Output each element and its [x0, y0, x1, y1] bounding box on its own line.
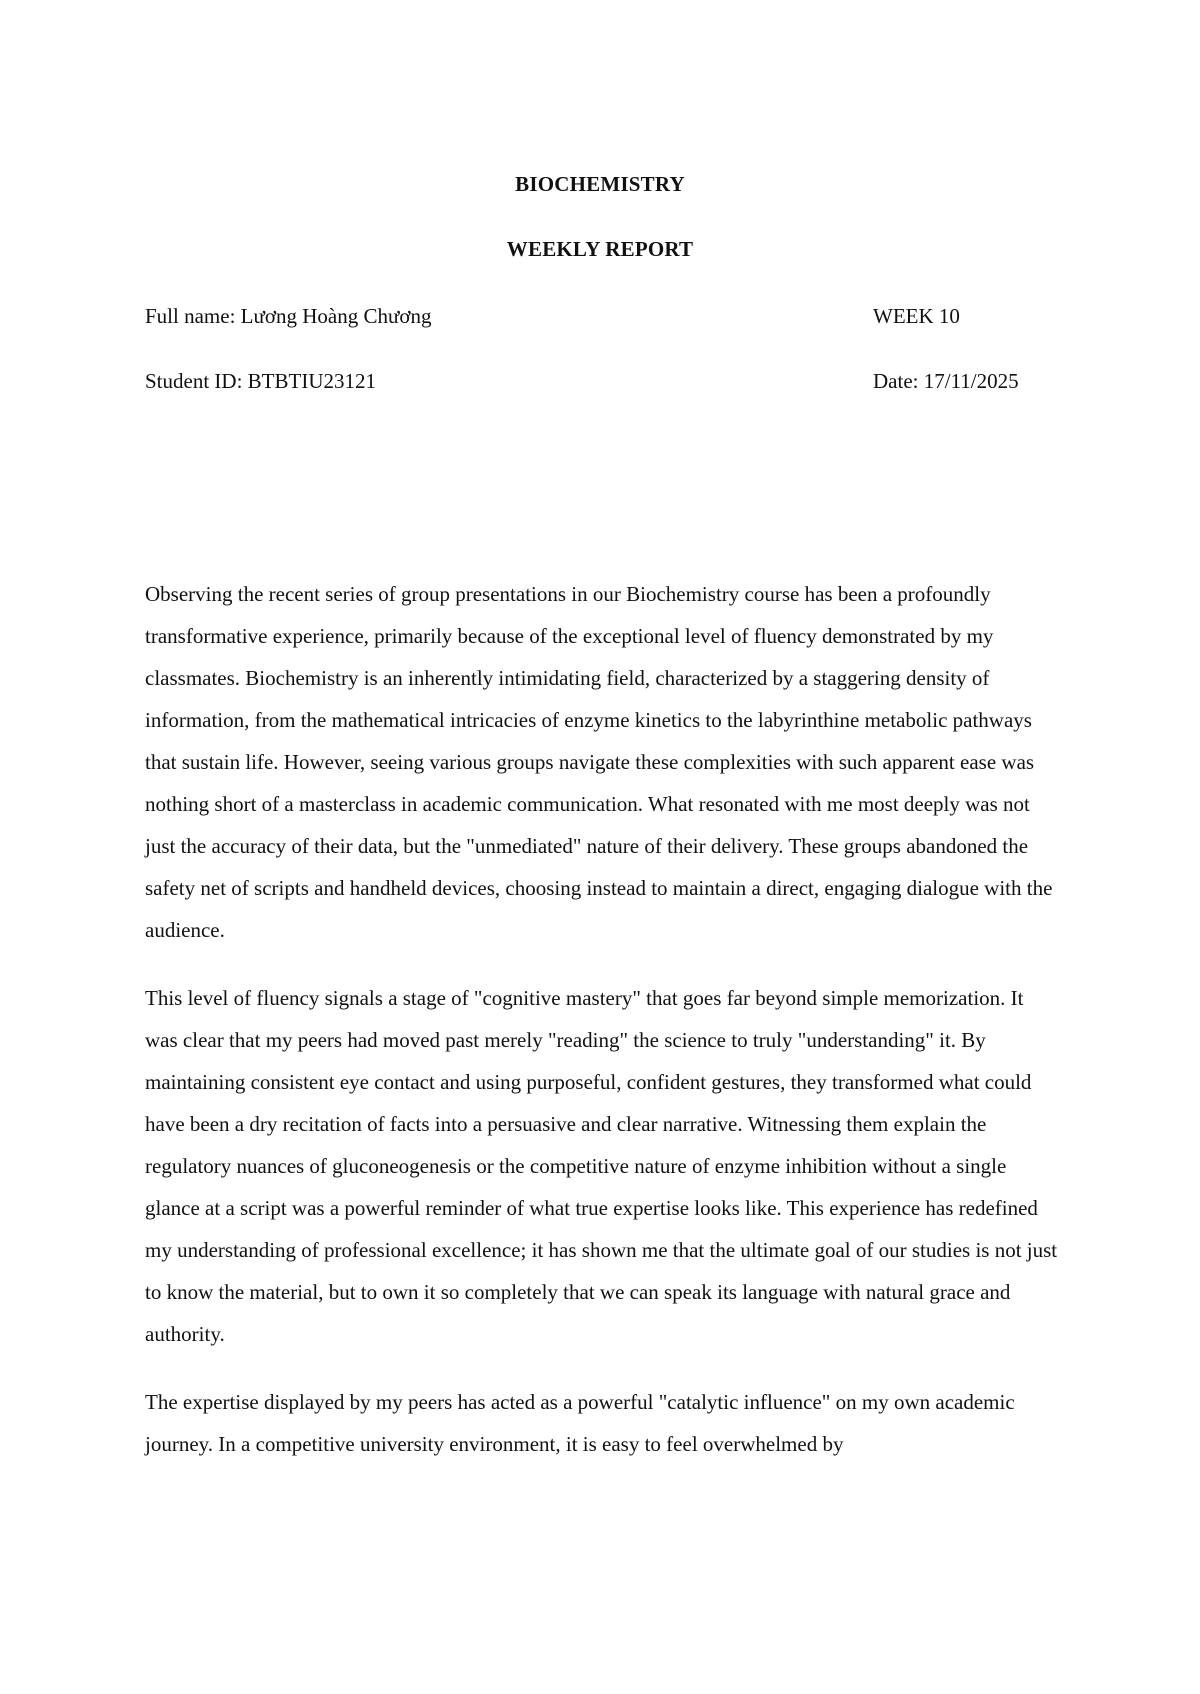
meta-row-id-date — [145, 369, 1055, 399]
full-name-label: Full name: — [145, 304, 241, 328]
student-id-field — [145, 369, 376, 394]
full-name-field — [145, 304, 431, 329]
student-id-value: BTBTIU23121 — [247, 369, 376, 393]
paragraph-2: This level of fluency signals a stage of "cognitive mastery" that goes far beyond simple memorization. It was clear that my peers had moved past merely "reading" the science to truly "understanding" it. By maintaining consistent eye contact and using purposeful, confident gestures, they transformed what could have been a dry recitation of facts into a persuasive and clear narrative. Witnessing them explain the regulatory nuances of gluconeogenesis or the competitive nature of enzyme inhibition without a single glance at a script was a powerful reminder of what true expertise looks like. This experience has redefined my understanding of professional excellence; it has shown me that the ultimate goal of our studies is not just to know the material, but to own it so completely that we can speak its language with natural grace and authority. — [145, 986, 1058, 1346]
report-title: WEEKLY REPORT — [506, 237, 694, 261]
paragraph-1: Observing the recent series of group presentations in our Biochemistry course has been a profoundly transformative experience, primarily because of the exceptional level of fluency demonstrated by my classmates. Biochemistry is an inherently intimidating field, characterized by a staggering density of information, from the mathematical intricacies of enzyme kinetics to the labyrinthine metabolic pathways that sustain life. However, seeing various groups navigate these complexities with such apparent ease was nothing short of a masterclass in academic communication. What resonated with me most deeply was not just the accuracy of their data, but the "unmediated" nature of their delivery. These groups abandoned the safety net of scripts and handheld devices, choosing instead to maintain a direct, engaging dialogue with the audience. — [145, 582, 1053, 942]
report-body — [145, 573, 1060, 1491]
paragraph-3: The expertise displayed by my peers has acted as a powerful "catalytic influence" on my own academic journey. In a competitive university environment, it is easy to feel overwhelmed by — [145, 1390, 1015, 1456]
date-value: 17/11/2025 — [923, 369, 1019, 393]
course-title: BIOCHEMISTRY — [515, 172, 685, 196]
meta-row-name-week — [145, 304, 1055, 334]
full-name-value: Lương Hoàng Chương — [240, 304, 432, 328]
week-label: WEEK 10 — [873, 304, 960, 328]
date-label: Date: — [873, 369, 924, 393]
student-id-label: Student ID: — [145, 369, 248, 393]
date-field — [873, 369, 1019, 394]
